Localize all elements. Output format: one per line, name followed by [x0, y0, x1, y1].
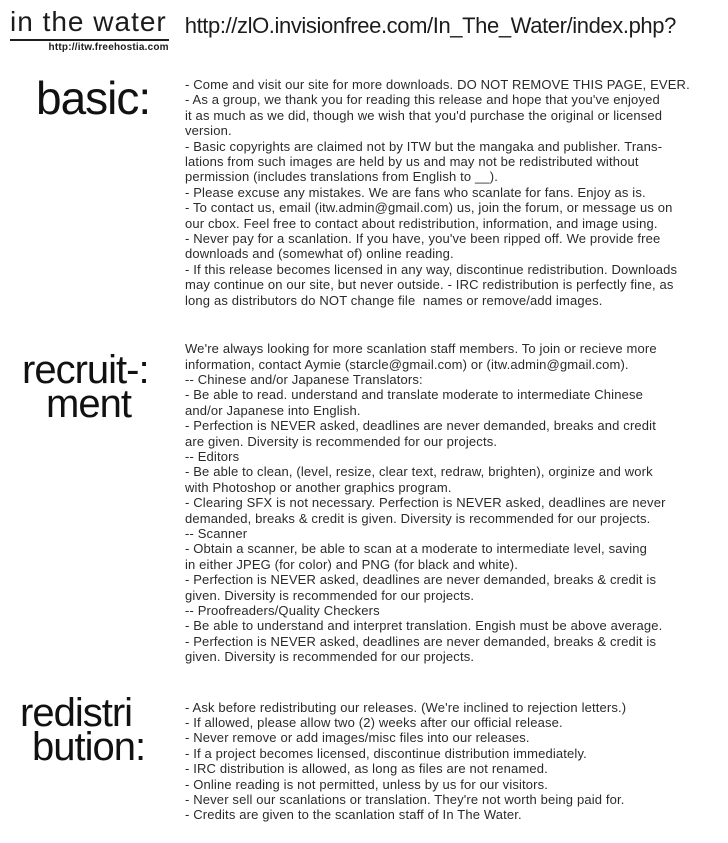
text-line: are given. Diversity is recommended for our projects.	[185, 433, 498, 449]
section-recruitment	[0, 341, 728, 665]
text-line: - If this release becomes licensed in any way, discontinue redistribution. Downloads	[185, 261, 678, 277]
text-line: - Be able to clean, (level, resize, clear text, redraw, brighten), orginize and work	[185, 464, 653, 480]
text-line: version.	[185, 123, 232, 139]
content	[0, 72, 728, 823]
text-line: We're always looking for more scanlation staff members. To join or recieve more	[185, 341, 657, 357]
text-line: - Be able to read. understand and translate moderate to intermediate Chinese	[185, 387, 644, 403]
text-line: - Clearing SFX is not necessary. Perfection is NEVER asked, deadlines are never	[185, 495, 666, 511]
heading-line: bution:	[32, 724, 146, 769]
logo-title: in the water	[10, 8, 169, 41]
text-line: - Come and visit our site for more downloads. DO NOT REMOVE THIS PAGE, EVER.	[185, 77, 690, 92]
text-line: - Perfection is NEVER asked, deadlines are never demanded, breaks and credit	[185, 418, 656, 434]
text-line: long as distributors do NOT change file names or remove/add images.	[185, 292, 603, 308]
text-line: - If allowed, please allow two (2) weeks after our official release.	[185, 715, 563, 731]
text-line: - Be able to understand and interpret translation. Engish must be above average.	[185, 618, 663, 634]
section-basic-text	[185, 77, 728, 308]
forum-url: http://zlO.invisionfree.com/In_The_Water/index.php?	[184, 13, 676, 38]
text-line: with Photoshop or another graphics program.	[185, 479, 452, 495]
text-line: permission (includes translations from English to __).	[185, 169, 499, 185]
text-line: in either JPEG (for color) and PNG (for black and white).	[185, 556, 518, 572]
text-line: - Perfection is NEVER asked, deadlines are never demanded, breaks & credit is	[185, 572, 657, 588]
text-line: - To contact us, email (itw.admin@gmail.com) us, join the forum, or message us on	[185, 200, 673, 216]
section-redistribution-text	[185, 700, 728, 823]
text-line: - As a group, we thank you for reading this release and hope that you've enjoyed	[185, 92, 660, 108]
text-line: demanded, breaks & credit is given. Diversity is recommended for our projects.	[185, 510, 651, 526]
text-line: given. Diversity is recommended for our projects.	[185, 587, 475, 603]
text-line: information, contact Aymie (starcle@gmail.com) or (itw.admin@gmail.com).	[185, 356, 629, 372]
text-line: - Please excuse any mistakes. We are fans who scanlate for fans. Enjoy as is.	[185, 184, 646, 200]
heading-line: recruit-:	[22, 348, 149, 393]
text-line: - IRC distribution is allowed, as long as files are not renamed.	[185, 761, 548, 777]
text-line: given. Diversity is recommended for our projects.	[185, 649, 475, 665]
text-line: - Never pay for a scanlation. If you have, you've been ripped off. We provide free	[185, 231, 661, 247]
text-line: - Perfection is NEVER asked, deadlines are never demanded, breaks & credit is	[185, 633, 657, 649]
text-line: - Credits are given to the scanlation staff of In The Water.	[185, 807, 522, 823]
text-line: - Obtain a scanner, be able to scan at a moderate to intermediate level, saving	[185, 541, 648, 557]
heading-line: redistri	[20, 690, 133, 735]
text-line: -- Proofreaders/Quality Checkers	[185, 603, 380, 618]
section-basic	[0, 72, 728, 308]
text-line: downloads and (somewhat of) online reading.	[185, 246, 454, 262]
text-line: -- Scanner	[185, 525, 248, 541]
section-recruitment-text	[185, 341, 728, 665]
section-recruitment-heading	[22, 348, 185, 427]
text-line: and/or Japanese into English.	[185, 402, 361, 418]
section-redistribution-heading	[20, 690, 185, 769]
heading-line: basic:	[36, 72, 151, 124]
text-line: may continue on our site, but never outside. - IRC redistribution is perfectly fine, as	[185, 277, 674, 293]
text-line: - Basic copyrights are claimed not by ITW but the mangaka and publisher. Trans-	[185, 138, 663, 154]
section-redistribution	[0, 690, 728, 823]
text-line: - Never remove or add images/misc files into our releases.	[185, 730, 530, 746]
section-basic-label-column	[0, 72, 185, 124]
text-line: - If a project becomes licensed, discontinue distribution immediately.	[185, 745, 587, 761]
section-basic-heading	[36, 72, 185, 124]
text-line: - Ask before redistributing our releases. (We're inclined to rejection letters.)	[185, 699, 627, 715]
text-line: our cbox. Feel free to contact about redistribution, information, and image using.	[185, 215, 658, 231]
text-line: it as much as we did, though we wish that you'd purchase the original or licensed	[185, 107, 663, 123]
logo-site-url: http://itw.freehostia.com	[48, 42, 169, 53]
text-line: - Online reading is not permitted, unless by us for our visitors.	[185, 776, 549, 792]
text-line: -- Chinese and/or Japanese Translators:	[185, 371, 423, 387]
text-line: lations from such images are held by us and may not be redistributed without	[185, 154, 639, 170]
section-redistribution-label-column	[0, 690, 185, 769]
heading-line: ment	[46, 382, 131, 427]
text-line: -- Editors	[185, 448, 240, 464]
section-recruitment-label-column	[0, 341, 185, 427]
group-logo	[10, 8, 169, 53]
header	[0, 0, 728, 53]
text-line: - Never sell our scanlations or translation. They're not worth being paid for.	[185, 792, 625, 808]
